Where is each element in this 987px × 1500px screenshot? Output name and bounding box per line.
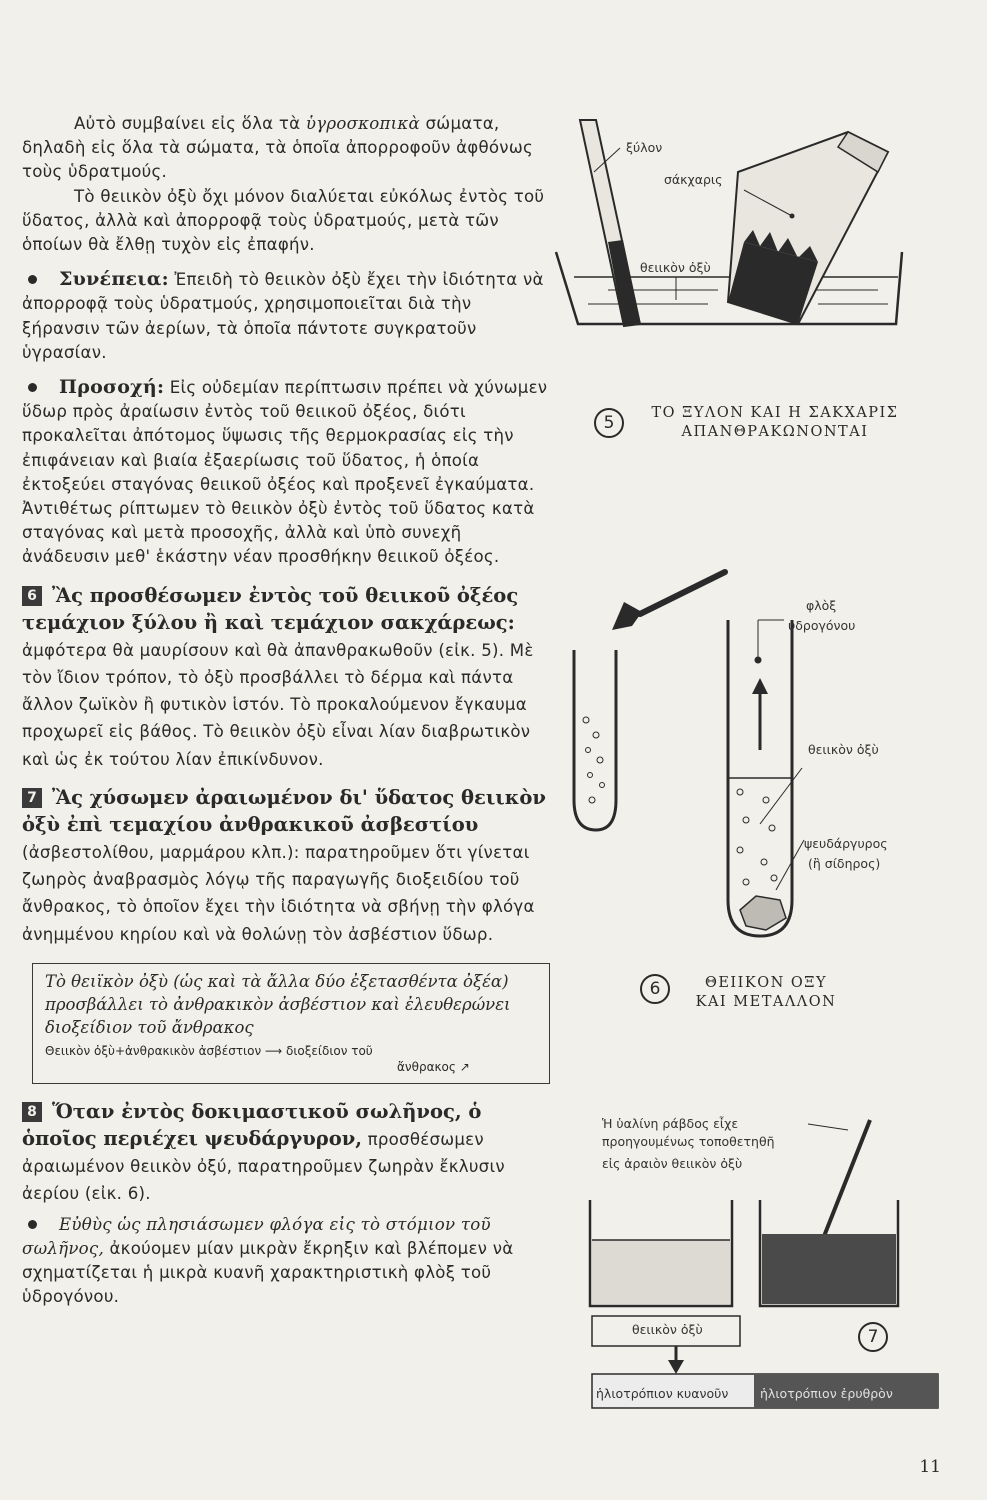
fig5-label-acid: θειικὸν ὀξὺ [640,260,711,275]
fig6-label-zinc-2: (ἢ σίδηρος) [808,856,881,871]
summary-box [32,963,550,1084]
bullet-icon [28,1220,37,1229]
fig7-strip-blue: ἡλιοτρόπιον κυανοῦν [596,1386,729,1401]
figure-6-caption: ΘΕΙΙΚΟΝ ΟΞΥ ΚΑΙ ΜΕΤΑΛΛΟΝ [695,975,837,1010]
figure-5-caption: ΤΟ ΞΥΛΟΝ ΚΑΙ Η ΣΑΚΧΑΡΙΣ ΑΠΑΝΘΡΑΚΩΝΟΝΤΑΙ [651,405,899,440]
section-7-heading: 7 Ἂς χύσωμεν ἀραιωμένον δι' ὕδατος θειικὸν ὀξὺ ἐπὶ τεμαχίου ἀνθρακικοῦ ἀσβεστίου (ἀσβεστολίθου, μαρμάρου κλπ.): παρατηροῦμεν ὅτι γίνεται ζωηρὸς ἀναβρασμὸς λόγῳ τῆς παραγωγῆς διοξειδίου τοῦ ἄνθρακος, τὸ ὁποῖον ἔχει τὴν ἰδιότητα νὰ σβήνῃ τὴν φλόγα ἀνημμένου κηρίου καὶ νὰ θολώνῃ τὸν ἀσβέστιον ὕδωρ. [22,785,546,944]
fig6-label-acid: θειικὸν ὀξὺ [808,742,879,757]
figure-6-number: 6 [640,974,670,1004]
paragraph-absorbs: Τὸ θειικὸν ὀξὺ ὄχι μόνον διαλύεται εὐκόλως ἐντὸς τοῦ ὕδατος, ἀλλὰ καὶ ἀπορροφᾷ τοὺς ὑδρατμούς, μετὰ τῶν ὁποίων θὰ ἔλθῃ τυχὸν εἰς ἐπαφήν. [22,186,545,255]
reaction-equation: Θειικὸν ὀξὺ+ἀνθρακικὸν ἀσβέστιον ⟶ διοξείδιον τοῦ [45,1043,373,1058]
fig6-label-flame-1: φλὸξ [806,598,837,613]
fig7-note-1: Ἡ ὑαλίνη ράβδος εἶχε [602,1116,739,1131]
fig6-label-zinc-1: ψευδάργυρος [804,836,888,851]
summary-box-text: Τὸ θειϊκὸν ὀξὺ (ὡς καὶ τὰ ἄλλα δύο ἐξετασθέντα ὀξέα) προσβάλλει τὸ ἀνθρακικὸν ἀσβέστιον καὶ ἐλευθερώνει διοξείδιον τοῦ ἄνθρακος [45,971,511,1037]
section-number-badge: 7 [22,788,42,808]
figure-5-number: 5 [594,408,624,438]
figure-5-illustration [548,112,908,342]
paragraph-caution: Προσοχή: Εἰς οὐδεμίαν περίπτωσιν πρέπει νὰ χύνωμεν ὕδωρ πρὸς ἀραίωσιν ἐντὸς τοῦ θειικοῦ ὀξέος, διότι προκαλεῖται ἀπότομος ὕψωσις τῆς θερμοκρασίας εἰς τὴν ἐπιφάνειαν καὶ βιαία ἐξαερίωσις τοῦ ὕδατος, ἡ ὁποία ἐκτοξεύει σταγόνας θειικοῦ ὀξέος καὶ προξενεῖ ἐγκαύματα. Ἀντιθέτως ρίπτωμεν τὸ θειικὸν ὀξὺ ἐντὸς τοῦ ὕδατος κατὰ σταγόνας καὶ μετὰ προσοχῆς, ἀλλὰ καὶ ὑπὸ συνεχῆ ἀνάδευσιν μεθ' ἑκάστην νέαν προσθήκην θειικοῦ ὀξέος. [22,376,548,567]
section-8-heading: 8 Ὅταν ἐντὸς δοκιμαστικοῦ σωλῆνος, ὁ ὁποῖος περιέχει ψευδάργυρον, προσθέσωμεν ἀραιωμένον θειικὸν ὀξύ, παρατηροῦμεν ζωηρὰν ἔκλυσιν ἀερίου (εἰκ. 6). [22,1099,505,1204]
text-column [22,112,550,1309]
section-number-badge: 6 [22,586,42,606]
fig7-note-3: εἰς ἀραιὸν θειικὸν ὀξὺ [602,1156,743,1171]
paragraph-hydrogen-flame: Εὐθὺς ὡς πλησιάσωμεν φλόγα εἰς τὸ στόμιον τοῦ σωλῆνος, ἀκούομεν μίαν μικρὰν ἔκρηξιν καὶ βλέπομεν νὰ σχηματίζεται ἡ μικρὰ κυανῆ χαρακτηριστικὴ φλὸξ τοῦ ὑδρογόνου. [22,1214,514,1307]
bullet-icon [28,383,37,392]
bullet-icon [28,275,37,284]
fig5-label-wood: ξύλον [626,140,663,155]
figure-7-number: 7 [858,1322,888,1352]
fig5-label-sugar: σάκχαρις [664,172,723,187]
fig7-note-2: προηγουμένως τοποθετηθῆ [602,1134,775,1149]
fig6-label-flame-2: ὑδρογόνου [788,618,856,633]
section-number-badge: 8 [22,1102,42,1122]
paragraph-hygroscopic: Αὐτὸ συμβαίνει εἰς ὅλα τὰ ὑγροσκοπικὰ σώματα, δηλαδὴ εἰς ὅλα τὰ σώματα, τὰ ὁποῖα ἀπορροφοῦν ἀφθόνως τοὺς ὑδρατμούς. [22,114,533,182]
fig7-label-acid: θειικὸν ὀξὺ [632,1322,703,1337]
figure-6-illustration [560,560,820,950]
fig7-strip-red: ἡλιοτρόπιον ἐρυθρὸν [760,1386,893,1401]
section-6-heading: 6 Ἂς προσθέσωμεν ἐντὸς τοῦ θειικοῦ ὀξέος τεμάχιον ξύλου ἢ καὶ τεμάχιον σακχάρεως: ἀμφότερα θὰ μαυρίσουν καὶ θὰ ἀπανθρακωθοῦν (εἰκ. 5). Μὲ τὸν ἴδιον τρόπον, τὸ ὀξὺ προσβάλλει τὸ δέρμα καὶ πάντα ἄλλον ζωϊκὸν ἢ φυτικὸν ἱστόν. Τὸ προκαλούμενον ἔγκαυμα προχωρεῖ εἰς βάθος. Τὸ θειικὸν ὀξὺ εἶναι λίαν διαβρωτικὸν καὶ ὡς ἐκ τούτου λίαν ἐπικίνδυνον. [22,583,534,769]
page-number: 11 [919,1457,941,1477]
reaction-equation-product: ἄνθρακος ↗ [397,1059,470,1074]
figure-7-illustration [586,1110,946,1420]
paragraph-consequence: Συνέπεια: Ἐπειδὴ τὸ θειικὸν ὀξὺ ἔχει τὴν ἰδιότητα νὰ ἀπορροφᾷ τοὺς ὑδρατμούς, χρησιμοποιεῖται διὰ τὴν ξήρανσιν τῶν ἀερίων, τὰ ὁποῖα πάντοτε συγκρατοῦν ὑγρασίαν. [22,268,544,362]
